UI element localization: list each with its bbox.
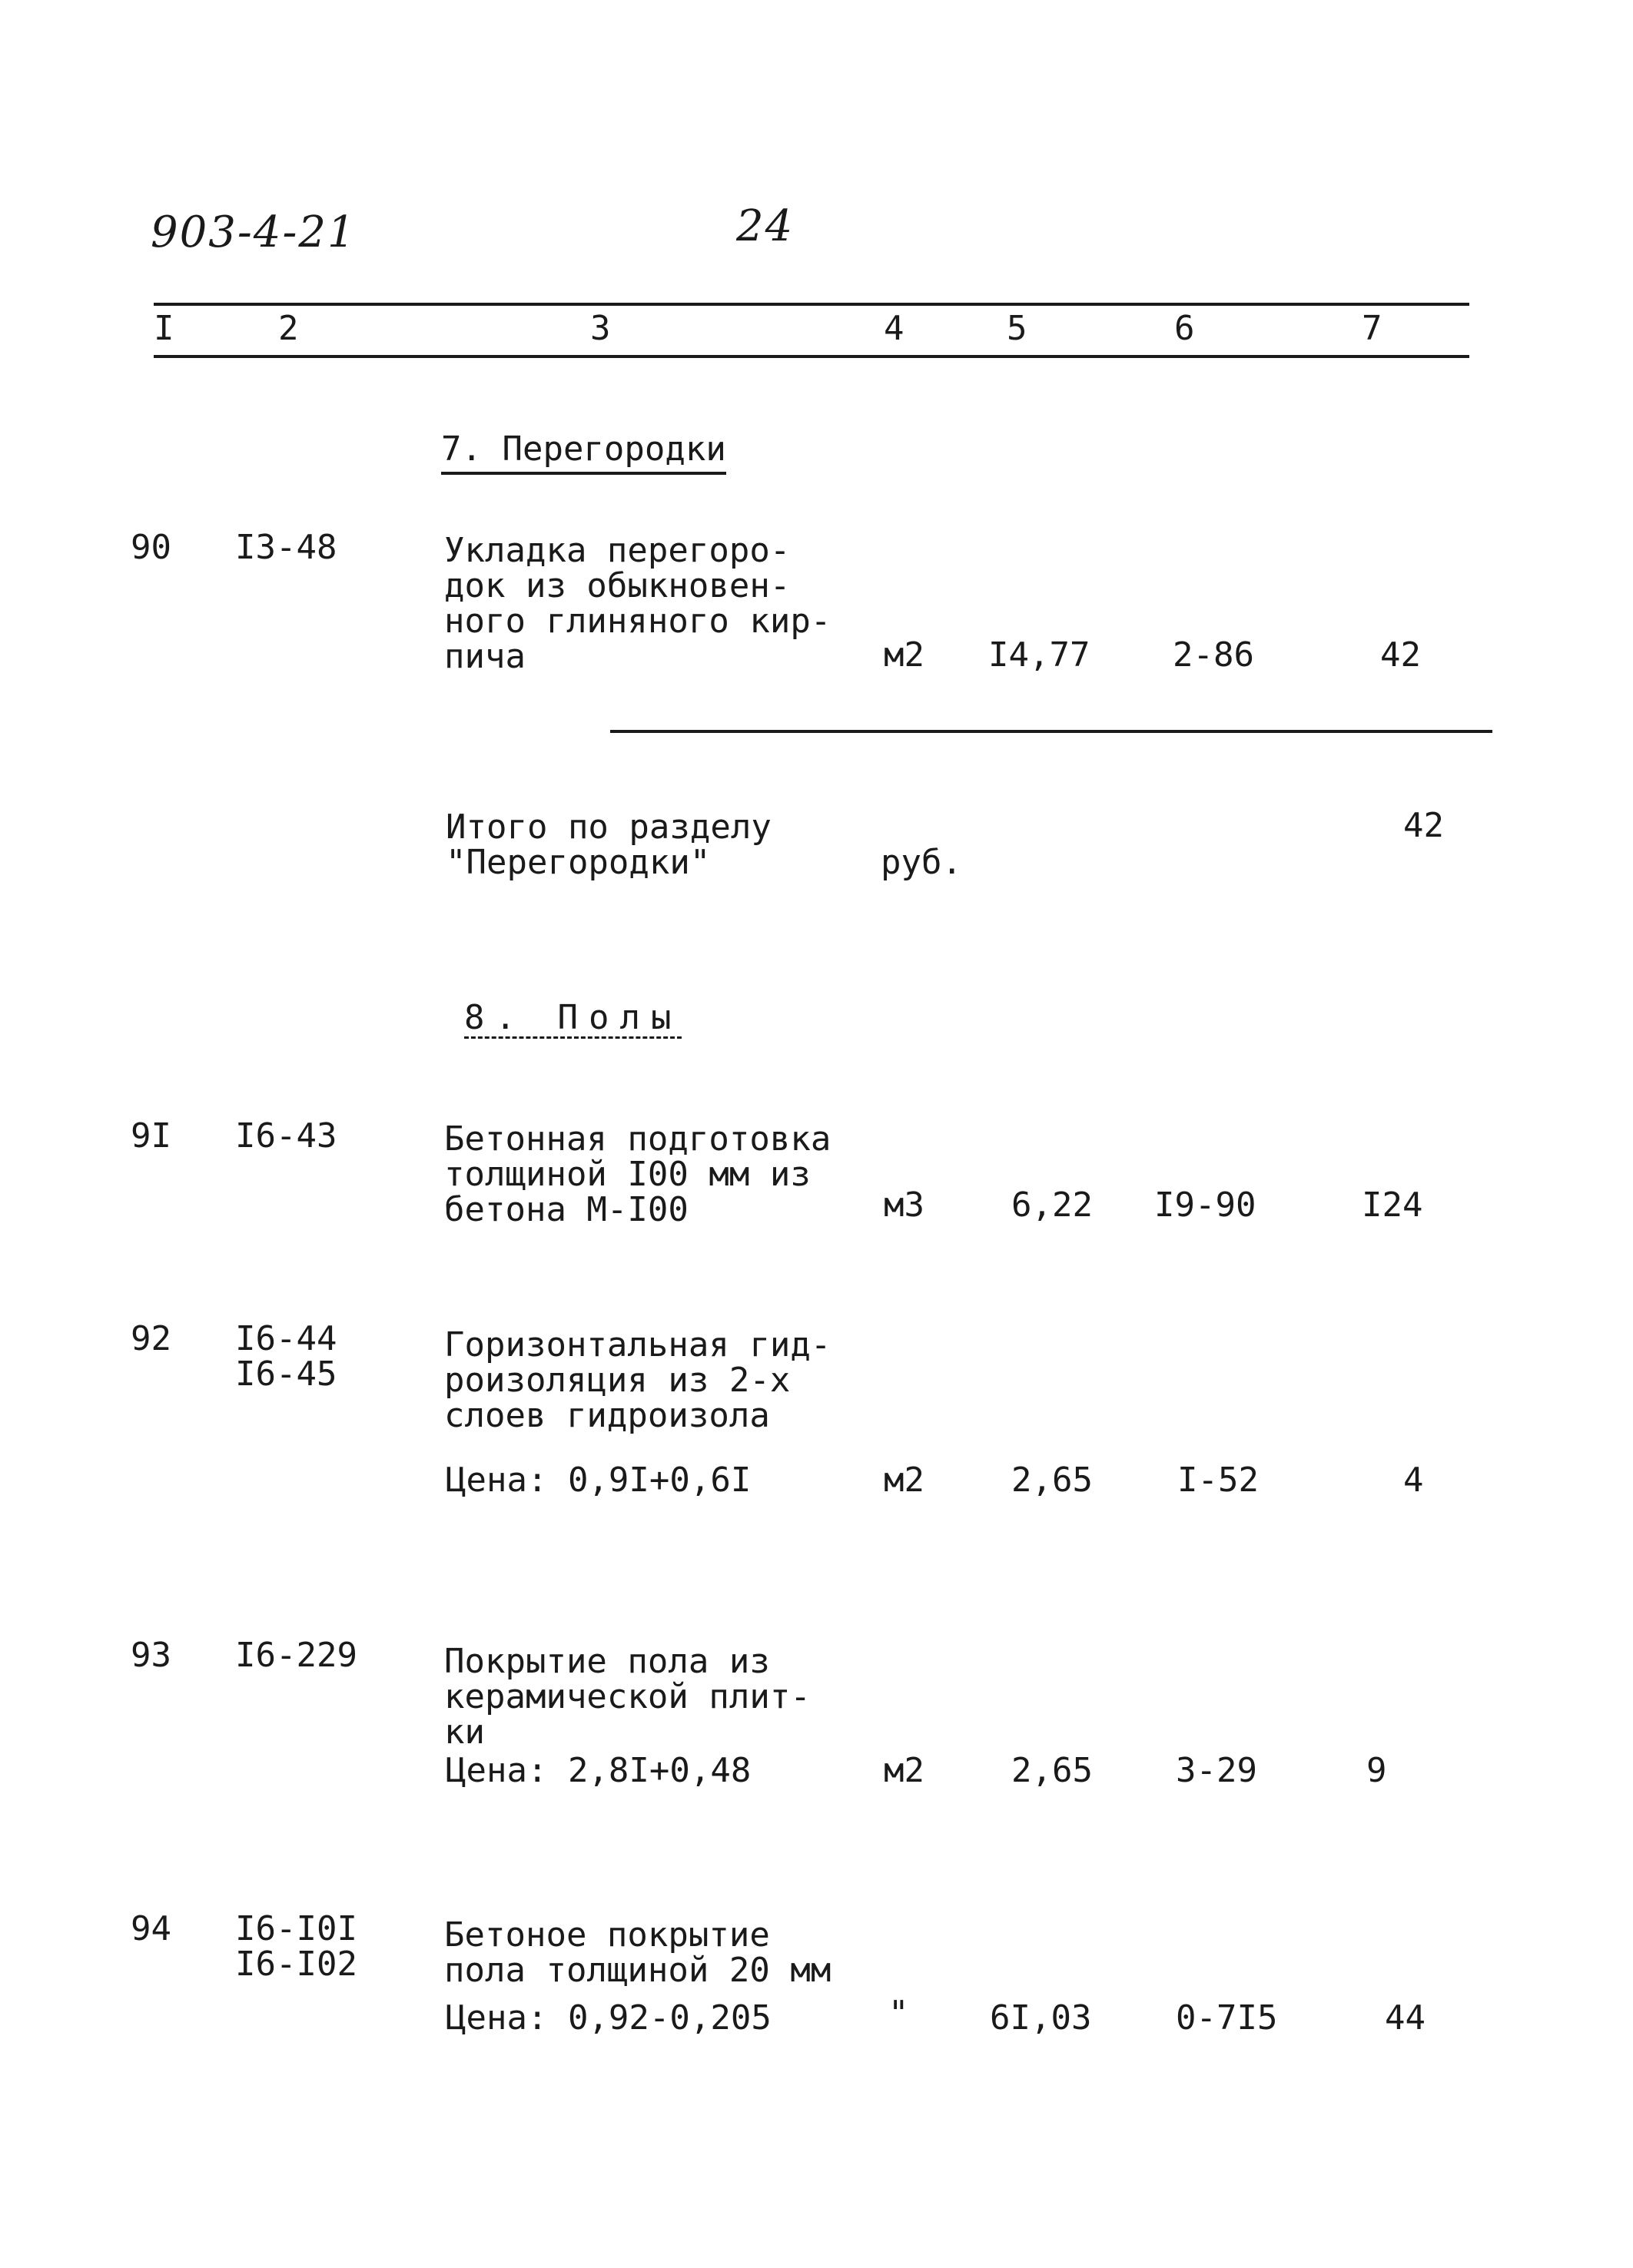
row-unit-price: I9-90: [1154, 1185, 1256, 1225]
row-description: Бетоное покрытие пола толщиной 20 мм: [444, 1915, 831, 1990]
row-code: I6-I0I: [235, 1909, 357, 1948]
subtotal-label: Итого по разделу "Перегородки": [446, 807, 772, 882]
row-description: Укладка перегоро- док из обыкновен- ного глиняного кир- пича: [444, 531, 831, 676]
row-number: 9I: [131, 1116, 171, 1156]
row-number: 90: [131, 528, 171, 567]
column-header-1: I: [154, 309, 174, 348]
row-total: 42: [1380, 635, 1421, 675]
row-code-secondary: I6-45: [235, 1354, 337, 1394]
row-quantity: 6,22: [1011, 1185, 1093, 1225]
row-total: I24: [1362, 1185, 1423, 1225]
row-total: 4: [1403, 1461, 1424, 1500]
row-quantity: 2,65: [1011, 1461, 1093, 1500]
header-bottom-rule: [154, 355, 1469, 358]
row-code: I3-48: [235, 528, 337, 567]
column-header-7: 7: [1362, 309, 1382, 348]
row-unit-price: 0-7I5: [1176, 1998, 1278, 2038]
row-description: Горизонтальная гид- роизоляция из 2-х слоев гидроизола: [444, 1325, 831, 1435]
subtotal-total: 42: [1403, 806, 1444, 845]
subtotal-rule: [610, 730, 1492, 733]
document-code: 903-4-21: [151, 207, 357, 257]
row-code-secondary: I6-I02: [235, 1945, 357, 1984]
row-unit: м2: [884, 635, 924, 675]
column-header-5: 5: [1007, 309, 1027, 348]
section-title-floors: 8. Полы: [464, 998, 682, 1037]
page-number: 24: [736, 201, 795, 251]
row-unit-price: I-52: [1177, 1461, 1259, 1500]
column-header-6: 6: [1174, 309, 1195, 348]
row-price-note: Цена: 2,8I+0,48: [446, 1751, 752, 1790]
row-quantity: 2,65: [1011, 1751, 1093, 1790]
column-header-2: 2: [278, 309, 299, 348]
row-quantity: I4,77: [988, 635, 1090, 675]
row-number: 93: [131, 1636, 171, 1675]
row-code: I6-229: [235, 1636, 357, 1675]
row-unit: м3: [884, 1185, 924, 1225]
column-header-3: 3: [590, 309, 611, 348]
section-title-partitions: 7. Перегородки: [441, 432, 726, 475]
row-unit: м2: [884, 1751, 924, 1790]
row-unit-ditto: ": [888, 1994, 909, 2033]
row-code: I6-43: [235, 1116, 337, 1156]
row-total: 44: [1385, 1998, 1426, 2038]
row-quantity: 6I,03: [990, 1998, 1092, 2038]
subtotal-unit: руб.: [881, 843, 962, 882]
row-code: I6-44: [235, 1319, 337, 1358]
row-total: 9: [1366, 1751, 1387, 1790]
row-number: 92: [131, 1319, 171, 1358]
row-price-note: Цена: 0,92-0,205: [446, 1998, 772, 2038]
row-description: Бетонная подготовка толщиной I00 мм из бетона М-I00: [444, 1119, 831, 1229]
row-number: 94: [131, 1909, 171, 1948]
row-description: Покрытие пола из керамической плит- ки: [444, 1642, 811, 1752]
row-unit-price: 3-29: [1176, 1751, 1257, 1790]
row-price-note: Цена: 0,9I+0,6I: [446, 1461, 752, 1500]
header-top-rule: [154, 303, 1469, 306]
column-header-4: 4: [884, 309, 904, 348]
row-unit-price: 2-86: [1173, 635, 1254, 675]
row-unit: м2: [884, 1461, 924, 1500]
